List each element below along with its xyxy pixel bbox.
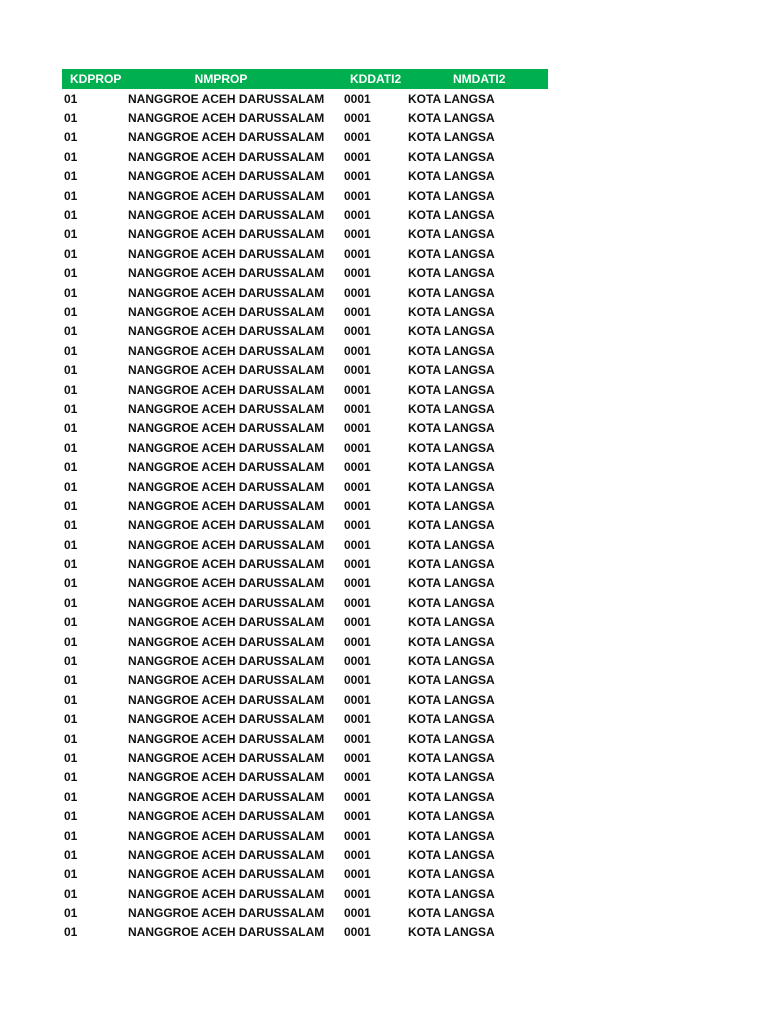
nmdati2-cell[interactable]: KOTA LANGSA xyxy=(408,421,495,436)
nmdati2-cell[interactable]: KOTA LANGSA xyxy=(408,906,495,921)
nmdati2-cell[interactable]: KOTA LANGSA xyxy=(408,537,495,552)
kddati2-cell[interactable]: 0001 xyxy=(344,285,371,300)
table-row[interactable] xyxy=(62,457,548,476)
table-row[interactable] xyxy=(62,651,548,670)
nmprop-cell[interactable]: NANGGROE ACEH DARUSSALAM xyxy=(128,867,325,882)
nmprop-cell[interactable]: NANGGROE ACEH DARUSSALAM xyxy=(128,169,325,184)
kddati2-cell[interactable]: 0001 xyxy=(344,518,371,533)
kddati2-cell[interactable]: 0001 xyxy=(344,692,371,707)
table-row[interactable] xyxy=(62,671,548,690)
nmdati2-cell[interactable]: KOTA LANGSA xyxy=(408,169,495,184)
header-kdprop[interactable]: KDPROP xyxy=(70,72,122,86)
nmdati2-cell[interactable]: KOTA LANGSA xyxy=(408,518,495,533)
kdprop-cell[interactable]: 01 xyxy=(64,169,78,184)
nmdati2-cell[interactable]: KOTA LANGSA xyxy=(408,828,495,843)
kddati2-cell[interactable]: 0001 xyxy=(344,401,371,416)
kdprop-cell[interactable]: 01 xyxy=(64,537,78,552)
kddati2-cell[interactable]: 0001 xyxy=(344,537,371,552)
table-row[interactable] xyxy=(62,574,548,593)
nmdati2-cell[interactable]: KOTA LANGSA xyxy=(408,208,495,223)
kddati2-cell[interactable]: 0001 xyxy=(344,712,371,727)
kddati2-cell[interactable]: 0001 xyxy=(344,576,371,591)
kdprop-cell[interactable]: 01 xyxy=(64,673,78,688)
nmdati2-cell[interactable]: KOTA LANGSA xyxy=(408,188,495,203)
kdprop-cell[interactable]: 01 xyxy=(64,595,78,610)
kddati2-cell[interactable]: 0001 xyxy=(344,886,371,901)
kddati2-cell[interactable]: 0001 xyxy=(344,479,371,494)
nmdati2-cell[interactable]: KOTA LANGSA xyxy=(408,111,495,126)
nmdati2-cell[interactable]: KOTA LANGSA xyxy=(408,925,495,940)
nmprop-cell[interactable]: NANGGROE ACEH DARUSSALAM xyxy=(128,498,325,513)
kddati2-cell[interactable]: 0001 xyxy=(344,770,371,785)
kdprop-cell[interactable]: 01 xyxy=(64,208,78,223)
kddati2-cell[interactable]: 0001 xyxy=(344,149,371,164)
kddati2-cell[interactable]: 0001 xyxy=(344,169,371,184)
nmdati2-cell[interactable]: KOTA LANGSA xyxy=(408,731,495,746)
kddati2-cell[interactable]: 0001 xyxy=(344,925,371,940)
kdprop-cell[interactable]: 01 xyxy=(64,770,78,785)
nmdati2-cell[interactable]: KOTA LANGSA xyxy=(408,149,495,164)
nmdati2-cell[interactable]: KOTA LANGSA xyxy=(408,363,495,378)
nmprop-cell[interactable]: NANGGROE ACEH DARUSSALAM xyxy=(128,847,325,862)
nmdati2-cell[interactable]: KOTA LANGSA xyxy=(408,324,495,339)
kdprop-cell[interactable]: 01 xyxy=(64,828,78,843)
nmprop-cell[interactable]: NANGGROE ACEH DARUSSALAM xyxy=(128,304,325,319)
kddati2-cell[interactable]: 0001 xyxy=(344,363,371,378)
nmdati2-cell[interactable]: KOTA LANGSA xyxy=(408,595,495,610)
kddati2-cell[interactable]: 0001 xyxy=(344,111,371,126)
nmdati2-cell[interactable]: KOTA LANGSA xyxy=(408,867,495,882)
kdprop-cell[interactable]: 01 xyxy=(64,266,78,281)
kdprop-cell[interactable]: 01 xyxy=(64,906,78,921)
kddati2-cell[interactable]: 0001 xyxy=(344,828,371,843)
kddati2-cell[interactable]: 0001 xyxy=(344,731,371,746)
kdprop-cell[interactable]: 01 xyxy=(64,847,78,862)
kddati2-cell[interactable]: 0001 xyxy=(344,227,371,242)
kddati2-cell[interactable]: 0001 xyxy=(344,867,371,882)
kdprop-cell[interactable]: 01 xyxy=(64,809,78,824)
table-row[interactable] xyxy=(62,244,548,263)
header-kddati2[interactable]: KDDATI2 xyxy=(350,72,402,86)
nmdati2-cell[interactable]: KOTA LANGSA xyxy=(408,789,495,804)
kddati2-cell[interactable]: 0001 xyxy=(344,421,371,436)
nmdati2-cell[interactable]: KOTA LANGSA xyxy=(408,130,495,145)
kddati2-cell[interactable]: 0001 xyxy=(344,595,371,610)
kdprop-cell[interactable]: 01 xyxy=(64,304,78,319)
table-row[interactable] xyxy=(62,147,548,166)
kdprop-cell[interactable]: 01 xyxy=(64,111,78,126)
nmdati2-cell[interactable]: KOTA LANGSA xyxy=(408,285,495,300)
kddati2-cell[interactable]: 0001 xyxy=(344,188,371,203)
nmprop-cell[interactable]: NANGGROE ACEH DARUSSALAM xyxy=(128,692,325,707)
nmdati2-cell[interactable]: KOTA LANGSA xyxy=(408,498,495,513)
nmprop-cell[interactable]: NANGGROE ACEH DARUSSALAM xyxy=(128,227,325,242)
nmdati2-cell[interactable]: KOTA LANGSA xyxy=(408,460,495,475)
nmprop-cell[interactable]: NANGGROE ACEH DARUSSALAM xyxy=(128,91,325,106)
nmdati2-cell[interactable]: KOTA LANGSA xyxy=(408,401,495,416)
nmprop-cell[interactable]: NANGGROE ACEH DARUSSALAM xyxy=(128,460,325,475)
kdprop-cell[interactable]: 01 xyxy=(64,557,78,572)
table-row[interactable] xyxy=(62,399,548,418)
table-row[interactable] xyxy=(62,613,548,632)
kddati2-cell[interactable]: 0001 xyxy=(344,343,371,358)
nmprop-cell[interactable]: NANGGROE ACEH DARUSSALAM xyxy=(128,576,325,591)
table-row[interactable] xyxy=(62,535,548,554)
kdprop-cell[interactable]: 01 xyxy=(64,130,78,145)
kdprop-cell[interactable]: 01 xyxy=(64,440,78,455)
data-table xyxy=(62,69,548,942)
header-nmdati2[interactable]: NMDATI2 xyxy=(453,72,506,86)
kdprop-cell[interactable]: 01 xyxy=(64,479,78,494)
table-row[interactable] xyxy=(62,205,548,224)
kddati2-cell[interactable]: 0001 xyxy=(344,440,371,455)
table-header xyxy=(62,69,548,89)
nmprop-cell[interactable]: NANGGROE ACEH DARUSSALAM xyxy=(128,111,325,126)
nmprop-cell[interactable]: NANGGROE ACEH DARUSSALAM xyxy=(128,906,325,921)
kdprop-cell[interactable]: 01 xyxy=(64,692,78,707)
kddati2-cell[interactable]: 0001 xyxy=(344,634,371,649)
table-row[interactable] xyxy=(62,264,548,283)
kdprop-cell[interactable]: 01 xyxy=(64,712,78,727)
table-row[interactable] xyxy=(62,806,548,825)
nmprop-cell[interactable]: NANGGROE ACEH DARUSSALAM xyxy=(128,925,325,940)
nmprop-cell[interactable]: NANGGROE ACEH DARUSSALAM xyxy=(128,266,325,281)
kddati2-cell[interactable]: 0001 xyxy=(344,906,371,921)
nmdati2-cell[interactable]: KOTA LANGSA xyxy=(408,634,495,649)
nmprop-cell[interactable]: NANGGROE ACEH DARUSSALAM xyxy=(128,537,325,552)
table-row[interactable] xyxy=(62,108,548,127)
nmprop-cell[interactable]: NANGGROE ACEH DARUSSALAM xyxy=(128,324,325,339)
nmprop-cell[interactable]: NANGGROE ACEH DARUSSALAM xyxy=(128,673,325,688)
kdprop-cell[interactable]: 01 xyxy=(64,925,78,940)
nmdati2-cell[interactable]: KOTA LANGSA xyxy=(408,576,495,591)
nmprop-cell[interactable]: NANGGROE ACEH DARUSSALAM xyxy=(128,750,325,765)
table-row[interactable] xyxy=(62,632,548,651)
nmprop-cell[interactable]: NANGGROE ACEH DARUSSALAM xyxy=(128,382,325,397)
nmdati2-cell[interactable]: KOTA LANGSA xyxy=(408,479,495,494)
kddati2-cell[interactable]: 0001 xyxy=(344,750,371,765)
table-row[interactable] xyxy=(62,903,548,922)
nmdati2-cell[interactable]: KOTA LANGSA xyxy=(408,809,495,824)
table-row[interactable] xyxy=(62,729,548,748)
table-row[interactable] xyxy=(62,89,548,108)
table-row[interactable] xyxy=(62,341,548,360)
nmprop-cell[interactable]: NANGGROE ACEH DARUSSALAM xyxy=(128,130,325,145)
kddati2-cell[interactable]: 0001 xyxy=(344,615,371,630)
nmdati2-cell[interactable]: KOTA LANGSA xyxy=(408,654,495,669)
nmprop-cell[interactable]: NANGGROE ACEH DARUSSALAM xyxy=(128,595,325,610)
kddati2-cell[interactable]: 0001 xyxy=(344,847,371,862)
nmdati2-cell[interactable]: KOTA LANGSA xyxy=(408,615,495,630)
nmdati2-cell[interactable]: KOTA LANGSA xyxy=(408,91,495,106)
table-row[interactable] xyxy=(62,360,548,379)
nmprop-cell[interactable]: NANGGROE ACEH DARUSSALAM xyxy=(128,246,325,261)
nmprop-cell[interactable]: NANGGROE ACEH DARUSSALAM xyxy=(128,615,325,630)
kddati2-cell[interactable]: 0001 xyxy=(344,246,371,261)
kdprop-cell[interactable]: 01 xyxy=(64,91,78,106)
kddati2-cell[interactable]: 0001 xyxy=(344,654,371,669)
nmprop-cell[interactable]: NANGGROE ACEH DARUSSALAM xyxy=(128,809,325,824)
kdprop-cell[interactable]: 01 xyxy=(64,401,78,416)
table-row[interactable] xyxy=(62,554,548,573)
table-row[interactable] xyxy=(62,710,548,729)
kddati2-cell[interactable]: 0001 xyxy=(344,91,371,106)
table-row[interactable] xyxy=(62,593,548,612)
nmprop-cell[interactable]: NANGGROE ACEH DARUSSALAM xyxy=(128,557,325,572)
table-row[interactable] xyxy=(62,438,548,457)
kdprop-cell[interactable]: 01 xyxy=(64,246,78,261)
nmdati2-cell[interactable]: KOTA LANGSA xyxy=(408,750,495,765)
nmdati2-cell[interactable]: KOTA LANGSA xyxy=(408,712,495,727)
kdprop-cell[interactable]: 01 xyxy=(64,382,78,397)
nmprop-cell[interactable]: NANGGROE ACEH DARUSSALAM xyxy=(128,770,325,785)
kddati2-cell[interactable]: 0001 xyxy=(344,460,371,475)
kddati2-cell[interactable]: 0001 xyxy=(344,382,371,397)
kdprop-cell[interactable]: 01 xyxy=(64,886,78,901)
kdprop-cell[interactable]: 01 xyxy=(64,285,78,300)
table-row[interactable] xyxy=(62,477,548,496)
kddati2-cell[interactable]: 0001 xyxy=(344,809,371,824)
nmdati2-cell[interactable]: KOTA LANGSA xyxy=(408,343,495,358)
nmprop-cell[interactable]: NANGGROE ACEH DARUSSALAM xyxy=(128,401,325,416)
nmdati2-cell[interactable]: KOTA LANGSA xyxy=(408,770,495,785)
kdprop-cell[interactable]: 01 xyxy=(64,421,78,436)
nmprop-cell[interactable]: NANGGROE ACEH DARUSSALAM xyxy=(128,188,325,203)
kdprop-cell[interactable]: 01 xyxy=(64,343,78,358)
nmdati2-cell[interactable]: KOTA LANGSA xyxy=(408,692,495,707)
nmdati2-cell[interactable]: KOTA LANGSA xyxy=(408,557,495,572)
table-row[interactable] xyxy=(62,787,548,806)
nmprop-cell[interactable]: NANGGROE ACEH DARUSSALAM xyxy=(128,479,325,494)
kdprop-cell[interactable]: 01 xyxy=(64,363,78,378)
nmprop-cell[interactable]: NANGGROE ACEH DARUSSALAM xyxy=(128,518,325,533)
table-row[interactable] xyxy=(62,748,548,767)
kdprop-cell[interactable]: 01 xyxy=(64,518,78,533)
kdprop-cell[interactable]: 01 xyxy=(64,789,78,804)
table-row[interactable] xyxy=(62,865,548,884)
kdprop-cell[interactable]: 01 xyxy=(64,498,78,513)
nmprop-cell[interactable]: NANGGROE ACEH DARUSSALAM xyxy=(128,421,325,436)
kdprop-cell[interactable]: 01 xyxy=(64,634,78,649)
nmdati2-cell[interactable]: KOTA LANGSA xyxy=(408,246,495,261)
nmprop-cell[interactable]: NANGGROE ACEH DARUSSALAM xyxy=(128,363,325,378)
header-nmprop[interactable]: NMPROP xyxy=(194,72,248,86)
table-row[interactable] xyxy=(62,302,548,321)
kddati2-cell[interactable]: 0001 xyxy=(344,789,371,804)
kdprop-cell[interactable]: 01 xyxy=(64,750,78,765)
nmprop-cell[interactable]: NANGGROE ACEH DARUSSALAM xyxy=(128,285,325,300)
table-body xyxy=(62,89,548,942)
table-row[interactable] xyxy=(62,167,548,186)
nmdati2-cell[interactable]: KOTA LANGSA xyxy=(408,440,495,455)
nmdati2-cell[interactable]: KOTA LANGSA xyxy=(408,266,495,281)
nmprop-cell[interactable]: NANGGROE ACEH DARUSSALAM xyxy=(128,149,325,164)
nmprop-cell[interactable]: NANGGROE ACEH DARUSSALAM xyxy=(128,731,325,746)
kddati2-cell[interactable]: 0001 xyxy=(344,324,371,339)
table-row[interactable] xyxy=(62,496,548,515)
kddati2-cell[interactable]: 0001 xyxy=(344,673,371,688)
table-row[interactable] xyxy=(62,884,548,903)
table-row[interactable] xyxy=(62,380,548,399)
kddati2-cell[interactable]: 0001 xyxy=(344,498,371,513)
table-row[interactable] xyxy=(62,516,548,535)
kdprop-cell[interactable]: 01 xyxy=(64,867,78,882)
nmprop-cell[interactable]: NANGGROE ACEH DARUSSALAM xyxy=(128,208,325,223)
table-row[interactable] xyxy=(62,225,548,244)
kdprop-cell[interactable]: 01 xyxy=(64,227,78,242)
kdprop-cell[interactable]: 01 xyxy=(64,460,78,475)
kdprop-cell[interactable]: 01 xyxy=(64,731,78,746)
kddati2-cell[interactable]: 0001 xyxy=(344,557,371,572)
kdprop-cell[interactable]: 01 xyxy=(64,324,78,339)
kdprop-cell[interactable]: 01 xyxy=(64,654,78,669)
kdprop-cell[interactable]: 01 xyxy=(64,615,78,630)
nmprop-cell[interactable]: NANGGROE ACEH DARUSSALAM xyxy=(128,828,325,843)
nmprop-cell[interactable]: NANGGROE ACEH DARUSSALAM xyxy=(128,886,325,901)
nmdati2-cell[interactable]: KOTA LANGSA xyxy=(408,673,495,688)
table-row[interactable] xyxy=(62,690,548,709)
table-row[interactable] xyxy=(62,322,548,341)
nmprop-cell[interactable]: NANGGROE ACEH DARUSSALAM xyxy=(128,440,325,455)
nmprop-cell[interactable]: NANGGROE ACEH DARUSSALAM xyxy=(128,654,325,669)
nmprop-cell[interactable]: NANGGROE ACEH DARUSSALAM xyxy=(128,343,325,358)
nmdati2-cell[interactable]: KOTA LANGSA xyxy=(408,382,495,397)
kdprop-cell[interactable]: 01 xyxy=(64,188,78,203)
kdprop-cell[interactable]: 01 xyxy=(64,576,78,591)
table-row[interactable] xyxy=(62,186,548,205)
kddati2-cell[interactable]: 0001 xyxy=(344,208,371,223)
nmdati2-cell[interactable]: KOTA LANGSA xyxy=(408,227,495,242)
kdprop-cell[interactable]: 01 xyxy=(64,149,78,164)
nmprop-cell[interactable]: NANGGROE ACEH DARUSSALAM xyxy=(128,789,325,804)
nmdati2-cell[interactable]: KOTA LANGSA xyxy=(408,304,495,319)
nmdati2-cell[interactable]: KOTA LANGSA xyxy=(408,886,495,901)
kddati2-cell[interactable]: 0001 xyxy=(344,266,371,281)
table-row[interactable] xyxy=(62,283,548,302)
table-row[interactable] xyxy=(62,419,548,438)
table-row[interactable] xyxy=(62,128,548,147)
kddati2-cell[interactable]: 0001 xyxy=(344,304,371,319)
nmprop-cell[interactable]: NANGGROE ACEH DARUSSALAM xyxy=(128,712,325,727)
table-row[interactable] xyxy=(62,768,548,787)
table-row[interactable] xyxy=(62,923,548,942)
table-row[interactable] xyxy=(62,826,548,845)
kddati2-cell[interactable]: 0001 xyxy=(344,130,371,145)
nmprop-cell[interactable]: NANGGROE ACEH DARUSSALAM xyxy=(128,634,325,649)
nmdati2-cell[interactable]: KOTA LANGSA xyxy=(408,847,495,862)
table-row[interactable] xyxy=(62,845,548,864)
